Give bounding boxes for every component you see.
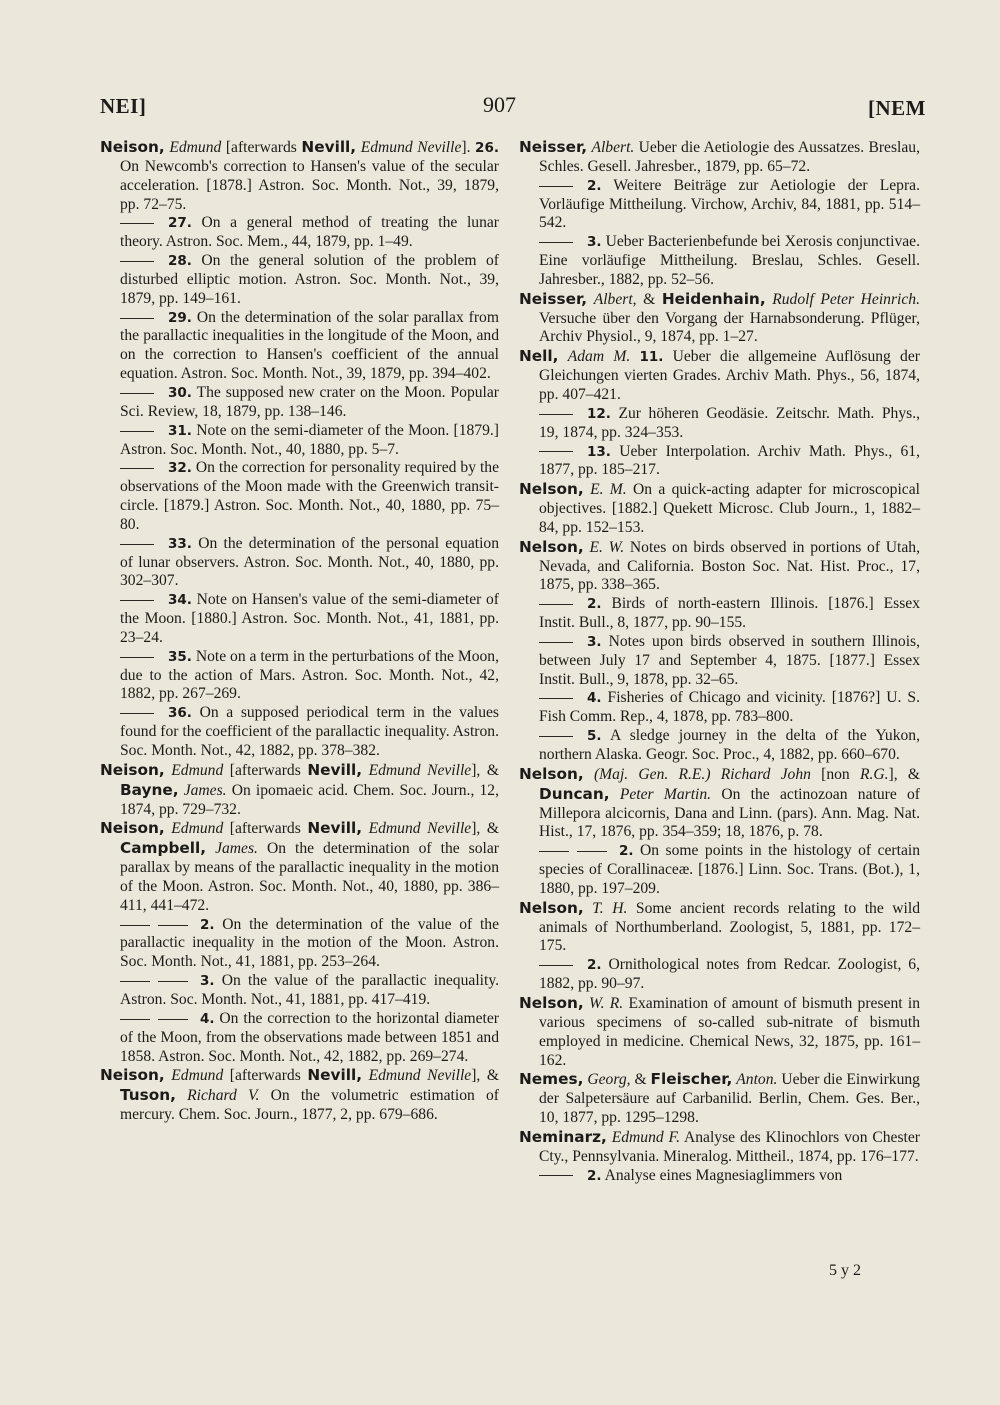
coauthor-surname: Duncan, — [539, 784, 610, 803]
bibliography-entry — [120, 972, 499, 1010]
bibliography-entry — [120, 704, 499, 761]
bibliography-entry — [539, 689, 920, 727]
entry-text: Ueber die Einwirkung der Salpetersäure auf Carbanilid. Berlin, Chem. Ges. Ber., 10, 1877, pp. 1295–1298. — [539, 1071, 920, 1127]
bibliography-entry — [539, 443, 920, 481]
author-forename: Edmund — [171, 1067, 224, 1085]
left-column — [100, 138, 499, 1125]
ditto-dash — [539, 242, 573, 243]
ditto-dash — [539, 414, 573, 415]
ditto-dash — [539, 851, 569, 852]
entry-text: Analyse des Klinochlors von Chester Cty., Pennsylvania. Mineralog. Mittheil., 1874, pp. 176–177. — [539, 1128, 920, 1165]
ditto-dash — [539, 604, 573, 605]
entry-text: Note on a term in the perturbations of the Moon, due to the action of Mars. Astron. Soc. Month. Not., 42, 1882, pp. 267–269. — [120, 647, 499, 703]
bibliography-entry — [100, 760, 499, 820]
entry-text: On the determination of the value of the parallactic inequality in the motion of the Moon. Astron. Soc. Month. Not., 41, 1881, pp. 253–264. — [120, 915, 499, 971]
entry-text: On a supposed periodical term in the values found for the coefficient of the parallactic inequality. Astron. Soc. Month. Not., 42, 1882, pp. 378–382. — [120, 704, 499, 759]
entry-number: 2. — [619, 843, 634, 860]
bibliography-entry — [539, 595, 920, 633]
entry-number: 13. — [587, 443, 611, 460]
bibliography-entry — [539, 956, 920, 994]
ditto-dash — [539, 186, 573, 187]
ditto-dash — [539, 965, 573, 966]
author-forename: E. W. — [589, 538, 625, 556]
ditto-dash — [120, 981, 150, 982]
bibliography-entry — [539, 727, 920, 765]
coauthor-forename: Anton. — [736, 1071, 778, 1089]
author-surname: Nell, — [519, 347, 559, 366]
bibliography-entry — [120, 916, 499, 973]
author-surname: Neisser, — [519, 289, 588, 308]
author-forename: Edmund — [169, 139, 222, 156]
entry-text: Zur höheren Geodäsie. Zeitschr. Math. Phys., 19, 1874, pp. 324–353. — [539, 404, 920, 441]
coauthor-surname: Fleischer, — [650, 1070, 733, 1089]
author-alt-forename: R.G. — [859, 765, 889, 783]
page-number: 907 — [483, 92, 516, 117]
ditto-dash — [120, 393, 154, 394]
ditto-dash — [120, 600, 154, 601]
header-left-guide: NEI] — [100, 94, 147, 118]
entry-text: On the volumetric estimation of mercury. Chem. Soc. Journ., 1877, 2, pp. 679–686. — [120, 1087, 499, 1124]
entry-number: 28. — [168, 253, 192, 270]
entry-number: 33. — [168, 535, 192, 552]
ditto-dash — [120, 318, 154, 319]
author-surname: Neison, — [100, 1066, 165, 1085]
entry-number: 26. — [475, 140, 499, 156]
bibliography-entry — [120, 214, 499, 252]
author-forename: Edmund — [171, 761, 224, 779]
bibliography-entry — [100, 138, 499, 214]
entry-number: 3. — [587, 633, 602, 650]
bibliography-entry — [100, 819, 499, 915]
author-forename: (Maj. Gen. R.E.) Richard John — [593, 765, 811, 783]
author-surname: Neisser, — [519, 138, 588, 156]
entry-number: 35. — [168, 648, 192, 665]
entry-text: On some points in the histology of certain species of Corallinaceæ. [1876.] Linn. Soc. Trans. (Bot.), 1, 1880, pp. 197–209. — [539, 842, 920, 897]
bibliography-entry — [519, 289, 920, 348]
author-surname: Nelson, — [519, 993, 584, 1012]
ditto-dash — [120, 261, 154, 262]
entry-text: On the determination of the solar parallax by means of the parallactic inequality in the motion of the Moon. Astron. Soc. Month. Not., 40, 1880, pp. 386–411, 441–472. — [120, 840, 499, 914]
entry-text: On the actinozoan nature of Millepora alcicornis, Dana and Linn. (pars). Ann. Mag. Nat. Hist., 17, 1876, pp. 354–359; 18, 1876, p. 78. — [539, 785, 920, 841]
coauthor-surname: Campbell, — [120, 839, 207, 858]
entry-number: 36. — [168, 705, 192, 722]
bibliography-entry — [120, 384, 499, 422]
entry-number: 27. — [168, 215, 192, 232]
bibliography-entry — [519, 347, 920, 405]
bibliography-entry — [120, 591, 499, 648]
entry-text: Note on Hansen's value of the semi-diameter of the Moon. [1880.] Astron. Soc. Month. Not., 41, 1881, pp. 23–24. — [120, 591, 499, 646]
author-surname: Neison, — [100, 819, 165, 838]
entry-number: 2. — [587, 177, 602, 194]
entry-text: On the general solution of the problem of disturbed elliptic motion. Astron. Soc. Month. Not., 39, 1879, pp. 149–161. — [120, 252, 499, 307]
entry-text: A sledge journey in the delta of the Yukon, northern Alaska. Geogr. Soc. Proc., 4, 1882, pp. 660–670. — [539, 727, 920, 763]
author-forename: Edmund F. — [611, 1128, 680, 1146]
name-note: [afterwards — [229, 820, 301, 838]
bibliography-entry — [539, 233, 920, 290]
ditto-dash — [577, 851, 607, 852]
entry-text: Note on the semi-diameter of the Moon. [1879.] Astron. Soc. Month. Not., 40, 1880, pp. 5–7. — [120, 421, 499, 458]
bibliography-entry — [539, 1167, 920, 1186]
name-note: [afterwards — [229, 1067, 301, 1085]
ditto-dash — [120, 468, 154, 469]
entry-text: On the correction to the horizontal diameter of the Moon, from the observations made between 1851 and 1858. Astron. Soc. Month. Not., 42, 1882, pp. 269–274. — [120, 1009, 499, 1065]
ditto-dash — [120, 223, 154, 224]
ditto-dash — [120, 431, 154, 432]
name-punct: ]. — [461, 139, 471, 156]
bibliography-entry — [120, 648, 499, 705]
entry-number: 2. — [587, 957, 602, 974]
ditto-dash — [539, 642, 573, 643]
ditto-dash — [158, 981, 188, 982]
author-forename: Albert, — [593, 290, 637, 308]
entry-number: 2. — [587, 1167, 602, 1184]
entry-text: Ueber die allgemeine Auflösung der Gleichungen vierten Grades. Archiv Math. Phys., 56, 1874, pp. 407–421. — [539, 348, 920, 403]
author-alt-forename: Edmund Neville — [368, 1067, 472, 1085]
name-punct: ], & — [471, 761, 499, 779]
entry-number: 2. — [200, 916, 215, 933]
entry-text: On the determination of the personal equation of lunar observers. Astron. Soc. Month. Not., 40, 1880, pp. 302–307. — [120, 534, 499, 590]
name-punct: & — [634, 1071, 647, 1089]
signature-mark: 5 y 2 — [829, 1262, 861, 1279]
entry-text: Fisheries of Chicago and vicinity. [1876?] U. S. Fish Comm. Rep., 4, 1878, pp. 783–800. — [539, 689, 920, 726]
entry-number: 4. — [587, 690, 602, 707]
entry-number: 29. — [168, 309, 192, 326]
coauthor-surname: Bayne, — [120, 780, 179, 799]
bibliography-entry — [120, 459, 499, 534]
bibliography-entry — [120, 1010, 499, 1067]
author-alt-surname: Nevill, — [307, 760, 363, 779]
name-punct: ], & — [888, 765, 920, 783]
bibliography-entry — [120, 309, 499, 384]
header-right-guide: [NEM — [868, 96, 926, 120]
name-punct: ], & — [471, 1067, 499, 1085]
coauthor-surname: Heidenhain, — [661, 289, 766, 308]
author-forename: Adam M. — [567, 348, 631, 366]
name-note: [afterwards — [225, 139, 297, 156]
bibliography-entry — [120, 535, 499, 592]
ditto-dash — [120, 544, 154, 545]
author-surname: Nemes, — [519, 1070, 584, 1089]
author-alt-forename: Edmund Neville — [368, 820, 472, 838]
author-forename: W. R. — [589, 994, 624, 1012]
bibliography-entry — [519, 993, 920, 1070]
entry-text: On ipomaeic acid. Chem. Soc. Journ., 12, 1874, pp. 729–732. — [120, 781, 499, 818]
entry-number: 34. — [168, 592, 192, 609]
bibliography-entry — [100, 1066, 499, 1125]
bibliography-entry — [519, 537, 921, 596]
bibliography-entry — [120, 252, 499, 309]
bibliography-entry — [519, 898, 920, 957]
author-forename: Edmund — [171, 820, 224, 838]
entry-text: Birds of north-eastern Illinois. [1876.] Essex Instit. Bull., 8, 1877, pp. 90–155. — [539, 595, 920, 632]
bibliography-entry — [519, 480, 920, 538]
bibliography-entry — [519, 1127, 920, 1167]
entry-text: Examination of amount of bismuth present in various specimens of so-called sub-nitrate of bismuth employed in medicine. Chemical News, 32, 1875, pp. 161–162. — [539, 994, 920, 1069]
coauthor-surname: Tuson, — [120, 1086, 176, 1105]
name-punct: & — [643, 290, 656, 308]
ditto-dash — [158, 925, 188, 926]
coauthor-forename: James. — [215, 840, 258, 858]
author-surname: Nelson, — [519, 537, 584, 556]
ditto-dash — [120, 657, 154, 658]
entry-text: On a quick-acting adapter for microscopical objectives. [1882.] Quekett Microsc. Club Journ., 1, 1882–84, pp. 152–153. — [539, 481, 920, 536]
entry-number: 30. — [168, 384, 192, 401]
entry-text: Versuche über den Vorgang der Harnabsonderung. Pflüger, Archiv Physiol., 9, 1874, pp. 1–27. — [539, 309, 920, 346]
entry-number: 2. — [587, 596, 602, 613]
entry-text: On the determination of the solar parallax from the parallactic inequalities in the longitude of the Moon, and on the correction to Hansen's coefficient of the annual equation. Astron. Soc. Month. Not., 39, 1879, pp. 394–402. — [120, 308, 499, 383]
ditto-dash — [539, 451, 573, 452]
entry-text: Ueber die Aetiologie des Aussatzes. Breslau, Schles. Gesell. Jahresber., 1879, pp. 65–72. — [539, 139, 920, 175]
bibliography-entry — [519, 1070, 920, 1128]
name-note: [afterwards — [229, 761, 301, 779]
name-note: [non — [821, 765, 850, 783]
entry-number: 3. — [200, 973, 215, 990]
author-surname: Nelson, — [519, 898, 584, 917]
coauthor-forename: Rudolf Peter Heinrich. — [772, 290, 920, 308]
author-alt-surname: Nevill, — [307, 1066, 363, 1085]
entry-text: Analyse eines Magnesiaglimmers von — [604, 1166, 843, 1184]
author-surname: Neison, — [100, 760, 165, 779]
coauthor-forename: Richard V. — [187, 1087, 260, 1105]
author-alt-surname: Nevill, — [307, 819, 363, 838]
bibliography-entry — [519, 138, 920, 177]
entry-number: 32. — [168, 460, 192, 477]
coauthor-forename: James. — [183, 781, 227, 799]
bibliography-entry — [539, 405, 920, 443]
entry-text: The supposed new crater on the Moon. Popular Sci. Review, 18, 1879, pp. 138–146. — [120, 383, 499, 420]
ditto-dash — [120, 1019, 150, 1020]
name-punct: ], & — [471, 820, 499, 838]
author-alt-forename: Edmund Neville — [368, 761, 472, 779]
bibliography-entry — [539, 842, 920, 899]
ditto-dash — [539, 736, 573, 737]
entry-text: Notes upon birds observed in southern Illinois, between July 17 and September 4, 1875. [1877.] Essex Instit. Bull., 9, 1878, pp. 32–65. — [539, 632, 920, 688]
author-surname: Nelson, — [519, 480, 584, 499]
ditto-dash — [539, 698, 573, 699]
ditto-dash — [120, 713, 154, 714]
author-surname: Nelson, — [519, 764, 584, 783]
entry-text: Weitere Beiträge zur Aetiologie der Lepra. Vorläufige Mittheilung. Virchow, Archiv, 84, 1881, pp. 514–542. — [539, 176, 920, 232]
bibliography-entry — [120, 422, 499, 460]
bibliography-entry — [519, 764, 920, 842]
entry-number: 11. — [639, 349, 664, 366]
entry-text: Notes on birds observed in portions of Utah, Nevada, and California. Boston Soc. Nat. Hist. Proc., 17, 1875, pp. 338–365. — [539, 538, 921, 594]
entry-number: 5. — [587, 728, 602, 745]
entry-text: Ornithological notes from Redcar. Zoologist, 6, 1882, pp. 90–97. — [539, 956, 920, 993]
entry-text: Ueber Bacterienbefunde bei Xerosis conjunctivae. Eine vorläufige Mittheilung. Breslau, Schles. Gesell. Jahresber., 1882, pp. 52–56. — [539, 233, 920, 288]
entry-number: 3. — [587, 234, 602, 251]
bibliography-entry — [539, 177, 920, 234]
entry-text: Some ancient records relating to the wild animals of Northumberland. Zoologist, 5, 1881, pp. 172–175. — [539, 899, 920, 955]
author-alt-surname: Nevill, — [301, 138, 357, 156]
coauthor-forename: Peter Martin. — [619, 785, 712, 803]
entry-text: On a general method of treating the lunar theory. Astron. Soc. Mem., 44, 1879, pp. 1–49. — [120, 214, 499, 251]
entry-number: 12. — [587, 405, 611, 422]
running-header — [100, 94, 930, 128]
ditto-dash — [539, 1175, 573, 1176]
author-forename: T. H. — [592, 899, 628, 917]
author-surname: Neison, — [100, 138, 165, 156]
entry-text: Ueber Interpolation. Archiv Math. Phys., 61, 1877, pp. 185–217. — [539, 442, 920, 479]
ditto-dash — [158, 1019, 188, 1020]
entry-text: On Newcomb's correction to Hansen's value of the secular acceleration. [1878.] Astron. Soc. Month. Not., 39, 1879, pp. 72–75. — [120, 157, 499, 213]
entry-number: 4. — [200, 1010, 215, 1027]
entry-text: On the correction for personality required by the observations of the Moon made with the Greenwich transit-circle. [1879.] Astron. Soc. Month. Not., 40, 1880, pp. 75–80. — [120, 459, 499, 533]
right-column — [519, 138, 920, 1185]
bibliography-entry — [539, 633, 920, 690]
entry-number: 31. — [168, 422, 192, 439]
author-forename: E. M. — [590, 481, 627, 499]
author-forename: Georg, — [587, 1071, 631, 1089]
author-forename: Albert. — [591, 139, 635, 156]
ditto-dash — [120, 925, 150, 926]
entry-text: On the value of the parallactic inequality. Astron. Soc. Month. Not., 41, 1881, pp. 417–419. — [120, 972, 499, 1008]
author-surname: Neminarz, — [519, 1127, 607, 1146]
author-alt-forename: Edmund Neville — [360, 139, 462, 156]
